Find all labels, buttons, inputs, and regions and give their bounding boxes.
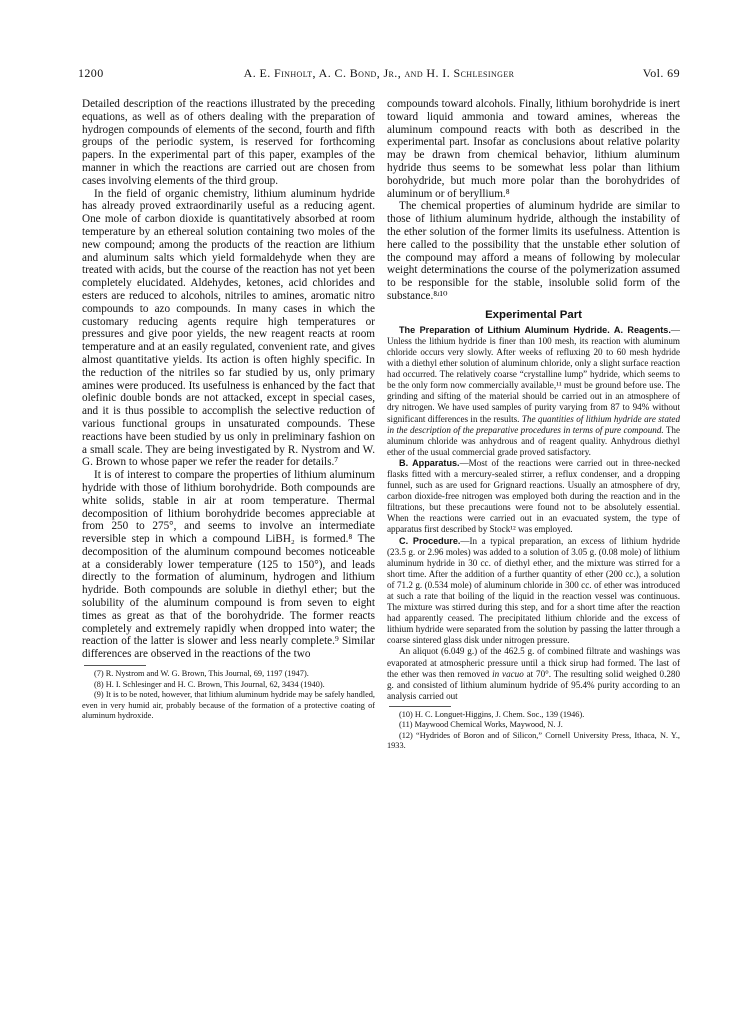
section-title: Experimental Part (485, 308, 582, 321)
paragraph: In the field of organic chemistry, lithium aluminum hydride has already proved extraordinarily useful as a reducing agent. One mole of carbon dioxide is quantitatively absorbed at room temperature by an ethereal solution containing two moles of the new compound; among the products of the reaction are lithium and aluminum salts which yield formaldehyde when they are treated with acids, but the course of the reaction has not yet been completely elucidated. Aldehydes, ketones, acid chlorides and esters are reduced to alcohols, nitriles to amines, aromatic nitro compounds to azo compounds. In many cases in which the customary reducing agents require high temperatures or pressures and give poor yields, the new reagent reacts at room temperature and at an easily regulated, convenient rate, and gives almost quantitative yields. Its action is often highly specific. In the reduction of the nitriles so far studied by us, only primary amines were produced. Its usefulness is enhanced by the fact that olefinic double bonds are not attacked, except in special cases, and it is thus possible to accomplish the selective reduction of various functional groups in unsaturated compounds. These reactions have been studied by us only in preliminary fashion on a small scale. They are being investigated by R. Nystrom and W. G. Brown to whose paper we refer the reader for details.⁷ (82, 187, 375, 469)
paragraph: Detailed description of the reactions illustrated by the preceding equations, as well as of others dealing with the preparation of hydrogen compounds of elements of the second, fourth and fifth groups of the periodic system, is reserved for forthcoming papers. In the experimental part of this paper, examples of the manner in which the reactions are carried out are chosen from cases involving elements of the third group. (82, 98, 375, 187)
right-column (387, 98, 680, 752)
footnote: (8) H. I. Schlesinger and H. C. Brown, This Journal, 62, 3434 (1940). (94, 679, 325, 689)
subsection-reagents (387, 325, 680, 458)
page-number: 1200 (78, 66, 104, 80)
italic-note: The quantities of lithium hydride are stated in the description of the preparative procedures in terms of pure compound. (387, 413, 680, 435)
running-authors: A. E. Finholt, A. C. Bond, Jr., and H. I. Schlesinger (243, 66, 515, 80)
footnote-divider (84, 665, 146, 666)
subsection-procedure (387, 536, 680, 647)
running-header (78, 66, 680, 84)
footnote: (9) It is to be noted, however, that lithium aluminum hydride may be safely handled, even in very humid air, probably because of the formation of a protective coating of aluminum hydroxide. (82, 690, 375, 721)
paragraph-text: An aliquot (6.049 g.) of the 462.5 g. of combined filtrate and washings was evaporated at atmospheric pressure until a thick sirup had formed. The last of the ether was then removed (387, 646, 680, 679)
paragraph-text: —Most of the reactions were carried out in three-necked flasks fitted with a mercury-sealed stirrer, a reflux condenser, and a dropping funnel, such as are used for Grignard reactions. Usually an atmosphere of dry, carbon dioxide-free nitrogen was employed both during the reaction and in the filtrations, but these precautions were found not to be absolutely essential. When the reactions were carried out in an evacuated system, the type of apparatus first described by Stock¹² was employed. (387, 457, 680, 535)
subsection-label: B. Apparatus. (399, 457, 460, 468)
footnote: (7) R. Nystrom and W. G. Brown, This Journal, 69, 1197 (1947). (94, 669, 309, 679)
subsection-label: A. Reagents. (613, 324, 671, 335)
italic-term: in vacuo (492, 668, 524, 679)
paragraph-text: —In a typical preparation, an excess of lithium hydride (23.5 g. or 2.96 moles) was added to a solution of 3.05 g. (0.08 mole) of lithium aluminum hydride in 30 cc. of diethyl ether, and the mixture was stirred for a short time. After the addition of a further quantity of ether (200 cc.), a solution of 71.2 g. (0.534 mole) of aluminum chloride in 300 cc. of ether was introduced at such a rate that boiling of the liquid in the reaction vessel was continuous. The mixture was stirred during this step, and for a short time after the reaction had apparently ceased. The precipitated lithium chloride and the excess of lithium hydride were separated from the solution by passing the latter through a coarse sintered glass disk under nitrogen pressure. (387, 535, 680, 646)
footnote: (11) Maywood Chemical Works, Maywood, N. J. (399, 720, 563, 730)
volume-number: Vol. 69 (642, 66, 680, 80)
paragraph: compounds toward alcohols. Finally, lithium borohydride is inert toward liquid ammonia and toward amines, whereas the aluminum compound reacts with both as described in the experimental part. Insofar as conclusions about relative polarity may be drawn from chemical behavior, lithium aluminum hydride thus seems to be somewhat less polar than lithium borohydride, but much more polar than the borohydrides of aluminum or of beryllium.⁸ (387, 98, 680, 200)
paragraph-aliquot (387, 646, 680, 701)
paragraph-text: —Unless the lithium hydride is finer than 100 mesh, its reaction with aluminum chloride occurs very slowly. After weeks of refluxing 20 to 60 mesh hydride with a diethyl ether solution of aluminum chloride, only a slight surface reaction had occurred. The relatively coarse “crystalline lump” hydride, which seems to be the only form now commercially available,¹¹ must be ground before use. The grinding and sifting of the material should be carried out in an atmosphere of dry nitrogen. We have used samples of purity varying from 87 to 94% without significant differences in the results. (387, 324, 680, 424)
footnote-divider (389, 706, 451, 707)
footnote: (10) H. C. Longuet-Higgins, J. Chem. Soc., 139 (1946). (399, 709, 585, 719)
paragraph-text: The aluminum chloride was anhydrous and of reagent quality. Anhydrous diethyl ether of the usual commercial grade proved satisfactory. (387, 424, 680, 457)
paragraph-text: at 70°. The resulting solid weighed 0.280 g. and consisted of lithium aluminum hydride of 95.4% purity according to an analysis carried out (387, 668, 681, 701)
paragraph: It is of interest to compare the properties of lithium aluminum hydride with those of lithium borohydride. Both compounds are white solids, stable in air at room temperature. Thermal decomposition of lithium borohydride becomes appreciable at from 250 to 275°, and seems to involve an intermediate reversible step in which a compound LiBH₂ is formed.⁸ The decomposition of the aluminum compound becomes noticeable at a considerably lower temperature (125 to 150°), and leads directly to the formation of aluminum, hydrogen and lithium hydride. Both compounds are soluble in diethyl ether; but the solubility of the aluminum compound is from seven to eight times as great as that of the borohydride. The former reacts completely and extremely rapidly when dropped into water; the reaction of the latter is slower and less nearly complete.⁹ Similar differences are observed in the reactions of the two (82, 469, 375, 661)
paragraph: The chemical properties of aluminum hydride are similar to those of lithium aluminum hydride, although the instability of the ether solution of the former limits its usefulness. Attention is here called to the possibility that the unstable ether solution of the compound may afford a means of following by molecular weight determinations the course of the polymerization assumed to be responsible for the stable, insoluble solid form of the substance.⁸ʴ¹⁰ (387, 200, 680, 302)
subsection-apparatus (387, 458, 680, 536)
subsection-label: C. Procedure. (399, 535, 461, 546)
footnote: (12) “Hydrides of Boron and of Silicon,” Cornell University Press, Ithaca, N. Y., 1933. (387, 730, 680, 751)
subsection-heading: The Preparation of Lithium Aluminum Hydride. (399, 324, 610, 335)
left-column (82, 98, 375, 722)
